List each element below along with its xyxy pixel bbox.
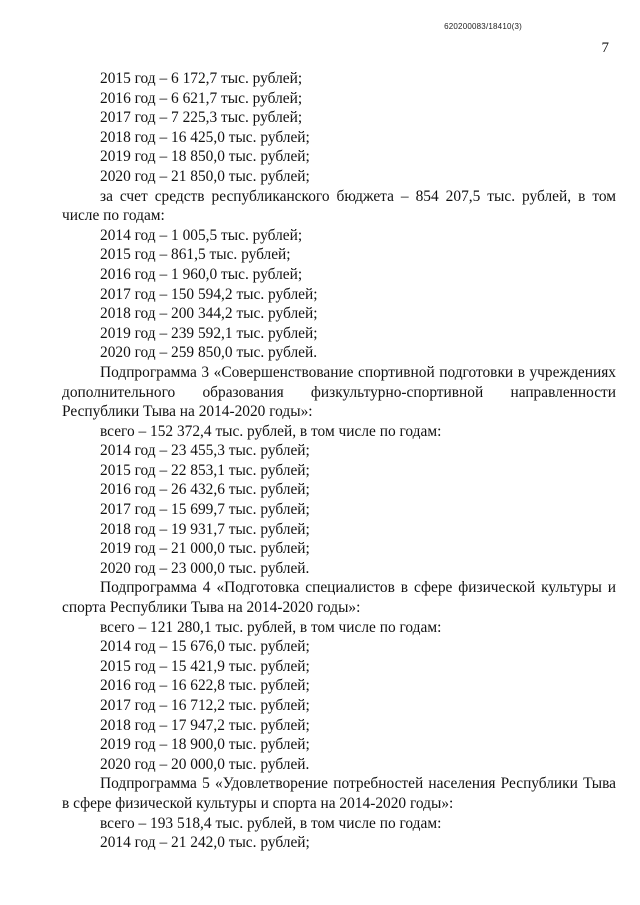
subprogram-5-title: Подпрограмма 5 «Удовлетворение потребностей населения Республики Тыва в сфере физической культуры и спорта на 2014-2020 годы»: [62,775,616,812]
subprogram-3-title: Подпрограмма 3 «Совершенствование спортивной подготовки в учреждениях дополнительного образования физкультурно-спортивной направленности Республики Тыва на 2014-2020 годы»: [62,363,616,421]
funding-line: 2016 год – 1 960,0 тыс. рублей; [100,265,303,283]
subprogram-5-total: всего – 193 518,4 тыс. рублей, в том числе по годам: [100,814,442,832]
funding-line: 2019 год – 18 850,0 тыс. рублей; [100,148,310,166]
document-body [62,69,616,853]
funding-line: 2017 год – 15 699,7 тыс. рублей; [100,501,310,519]
funding-line: 2020 год – 23 000,0 тыс. рублей. [100,559,310,577]
funding-line: 2014 год – 23 455,3 тыс. рублей; [100,442,310,460]
subprogram-3-total: всего – 152 372,4 тыс. рублей, в том числе по годам: [100,422,442,440]
funding-line: 2018 год – 16 425,0 тыс. рублей; [100,128,310,146]
funding-line: 2016 год – 16 622,8 тыс. рублей; [100,677,310,695]
subprogram-4-title: Подпрограмма 4 «Подготовка специалистов в сфере физической культуры и спорта Республики Тыва на 2014-2020 годы»: [62,579,616,617]
funding-line: 2014 год – 21 242,0 тыс. рублей; [100,834,310,852]
funding-line: 2014 год – 15 676,0 тыс. рублей; [100,638,310,656]
funding-line: 2020 год – 20 000,0 тыс. рублей. [100,755,310,773]
funding-line: 2014 год – 1 005,5 тыс. рублей; [100,226,303,244]
funding-line: 2017 год – 16 712,2 тыс. рублей; [100,697,310,714]
funding-line: 2018 год – 200 344,2 тыс. рублей; [100,305,318,323]
funding-line: 2020 год – 259 850,0 тыс. рублей. [100,344,318,362]
funding-line: 2016 год – 26 432,6 тыс. рублей; [100,481,310,499]
page-number: 7 [601,40,609,56]
funding-line: 2019 год – 21 000,0 тыс. рублей; [100,540,310,558]
subprogram-4-total: всего – 121 280,1 тыс. рублей, в том числе по годам: [100,618,442,636]
funding-line: 2016 год – 6 621,7 тыс. рублей; [100,89,303,107]
funding-line: 2020 год – 21 850,0 тыс. рублей; [100,167,310,185]
funding-line: 2015 год – 22 853,1 тыс. рублей; [100,461,310,479]
funding-line: 2018 год – 19 931,7 тыс. рублей; [100,520,310,538]
funding-line: 2019 год – 18 900,0 тыс. рублей; [100,736,310,754]
funding-line: 2018 год – 17 947,2 тыс. рублей; [100,716,310,734]
funding-line: 2019 год – 239 592,1 тыс. рублей; [100,324,318,342]
funding-line: 2017 год – 7 225,3 тыс. рублей; [100,109,303,127]
funding-line: 2015 год – 861,5 тыс. рублей; [100,246,291,264]
document-id: 620200083/18410(3) [444,22,522,31]
republican-budget-paragraph: за счет средств республиканского бюджета – 854 207,5 тыс. рублей, в том числе по годам: [62,187,616,225]
funding-line: 2015 год – 6 172,7 тыс. рублей; [100,70,303,87]
funding-line: 2017 год – 150 594,2 тыс. рублей; [100,285,318,303]
funding-line: 2015 год – 15 421,9 тыс. рублей; [100,657,310,675]
